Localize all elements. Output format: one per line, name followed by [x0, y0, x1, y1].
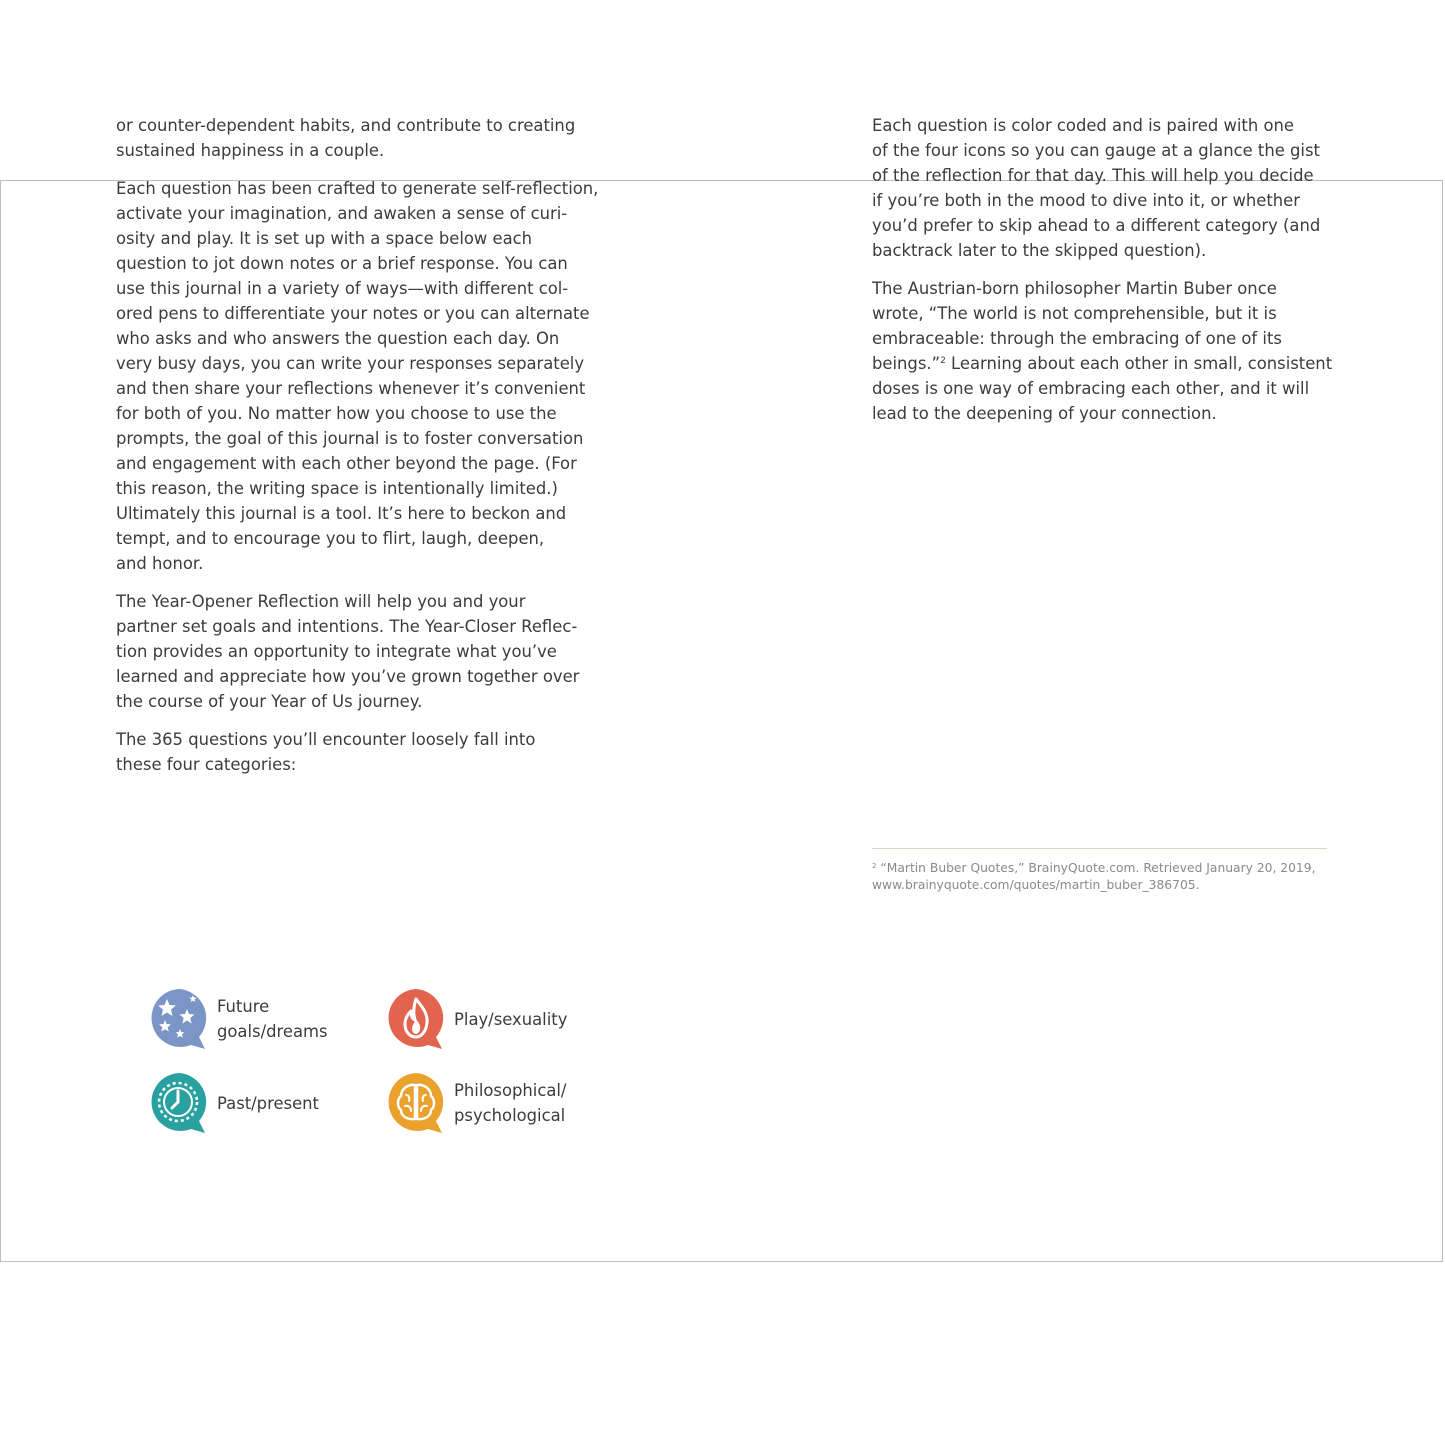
text-line: embraceable: through the embracing of one of its: [872, 329, 1282, 348]
footnote-divider: [872, 848, 1327, 849]
label-line: Future: [217, 997, 270, 1016]
text-line: Each question is color coded and is paired with one: [872, 116, 1294, 135]
text-line: lead to the deepening of your connection.: [872, 404, 1217, 423]
text-line: who asks and who answers the question each day. On: [116, 329, 560, 348]
text-line: Each question has been crafted to generate self-reflection,: [116, 179, 599, 198]
category-past-label: [217, 1091, 319, 1116]
text-line: for both of you. No matter how you choose to use the: [116, 404, 557, 423]
text-line: use this journal in a variety of ways—with different col-: [116, 279, 569, 298]
label-line: psychological: [454, 1106, 566, 1125]
stars-icon: [147, 987, 211, 1051]
text-line: Ultimately this journal is a tool. It’s here to beckon and: [116, 504, 567, 523]
text-line: The 365 questions you’ll encounter loosely fall into: [116, 730, 536, 749]
brain-icon: [384, 1071, 448, 1135]
clock-icon: [147, 1071, 211, 1135]
text-line: ored pens to differentiate your notes or you can alternate: [116, 304, 590, 323]
text-line: tempt, and to encourage you to flirt, laugh, deepen,: [116, 529, 545, 548]
label-line: Philosophical/: [454, 1081, 567, 1100]
category-future: [147, 987, 328, 1051]
text-continuation: Learning about each other in small, consistent: [945, 354, 1333, 373]
text-line: activate your imagination, and awaken a sense of curi-: [116, 204, 568, 223]
left-page-text: [116, 113, 599, 790]
paragraph-2: [116, 176, 599, 576]
text-line: or counter-dependent habits, and contribute to creating: [116, 116, 576, 135]
text-line: and honor.: [116, 554, 204, 573]
text-line: you’d prefer to skip ahead to a different category (and: [872, 216, 1321, 235]
flame-icon: [384, 987, 448, 1051]
text-line: wrote, “The world is not comprehensible, but it is: [872, 304, 1277, 323]
footnote-line: [872, 860, 1332, 877]
text-line: tion provides an opportunity to integrate what you’ve: [116, 642, 557, 661]
paragraph-4: [116, 727, 576, 777]
paragraph-3: [116, 589, 580, 714]
text-line: these four categories:: [116, 755, 297, 774]
quote-end: beings.”: [872, 354, 941, 373]
text-line: The Austrian-born philosopher Martin Buber once: [872, 279, 1277, 298]
label-line: Past/present: [217, 1093, 319, 1113]
label-line: goals/dreams: [217, 1022, 328, 1041]
text-line: partner set goals and intentions. The Year-Closer Reflec-: [116, 617, 578, 636]
text-line: sustained happiness in a couple.: [116, 141, 385, 160]
text-line: this reason, the writing space is intentionally limited.): [116, 479, 558, 498]
category-play-label: [454, 1007, 567, 1032]
right-page-text: [872, 113, 1332, 439]
footnote-reference[interactable]: 2: [940, 356, 946, 366]
paragraph-1: [116, 113, 576, 163]
category-play: [384, 987, 567, 1051]
paragraph-6: [872, 276, 1332, 426]
text-line: learned and appreciate how you’ve grown together over: [116, 667, 580, 686]
category-legend: [147, 987, 607, 1147]
text-line: [872, 351, 1332, 376]
text-line: osity and play. It is set up with a space below each: [116, 229, 533, 248]
category-past: [147, 1071, 319, 1135]
footnote-mark: 2: [872, 862, 877, 870]
text-line: question to jot down notes or a brief response. You can: [116, 254, 568, 273]
text-line: and engagement with each other beyond the page. (For: [116, 454, 577, 473]
text-line: prompts, the goal of this journal is to foster conversation: [116, 429, 584, 448]
category-philosophical-label: [454, 1078, 566, 1128]
paragraph-5: [872, 113, 1332, 263]
text-line: the course of your Year of Us journey.: [116, 692, 423, 711]
text-line: very busy days, you can write your responses separately: [116, 354, 585, 373]
text-line: doses is one way of embracing each other, and it will: [872, 379, 1310, 398]
text-line: of the four icons so you can gauge at a glance the gist: [872, 141, 1320, 160]
text-line: of the reflection for that day. This will help you decide: [872, 166, 1314, 185]
footnote-url[interactable]: www.brainyquote.com/quotes/martin_buber_386705.: [872, 878, 1200, 892]
category-philosophical: [384, 1071, 566, 1135]
category-future-label: [217, 994, 328, 1044]
text-line: if you’re both in the mood to dive into it, or whether: [872, 191, 1301, 210]
footnote: [872, 860, 1332, 894]
text-line: and then share your reflections whenever it’s convenient: [116, 379, 586, 398]
footnote-citation: “Martin Buber Quotes,” BrainyQuote.com. Retrieved January 20, 2019,: [876, 861, 1316, 875]
text-line: The Year-Opener Reflection will help you and your: [116, 592, 526, 611]
label-line: Play/sexuality: [454, 1009, 568, 1029]
text-line: backtrack later to the skipped question).: [872, 241, 1207, 260]
